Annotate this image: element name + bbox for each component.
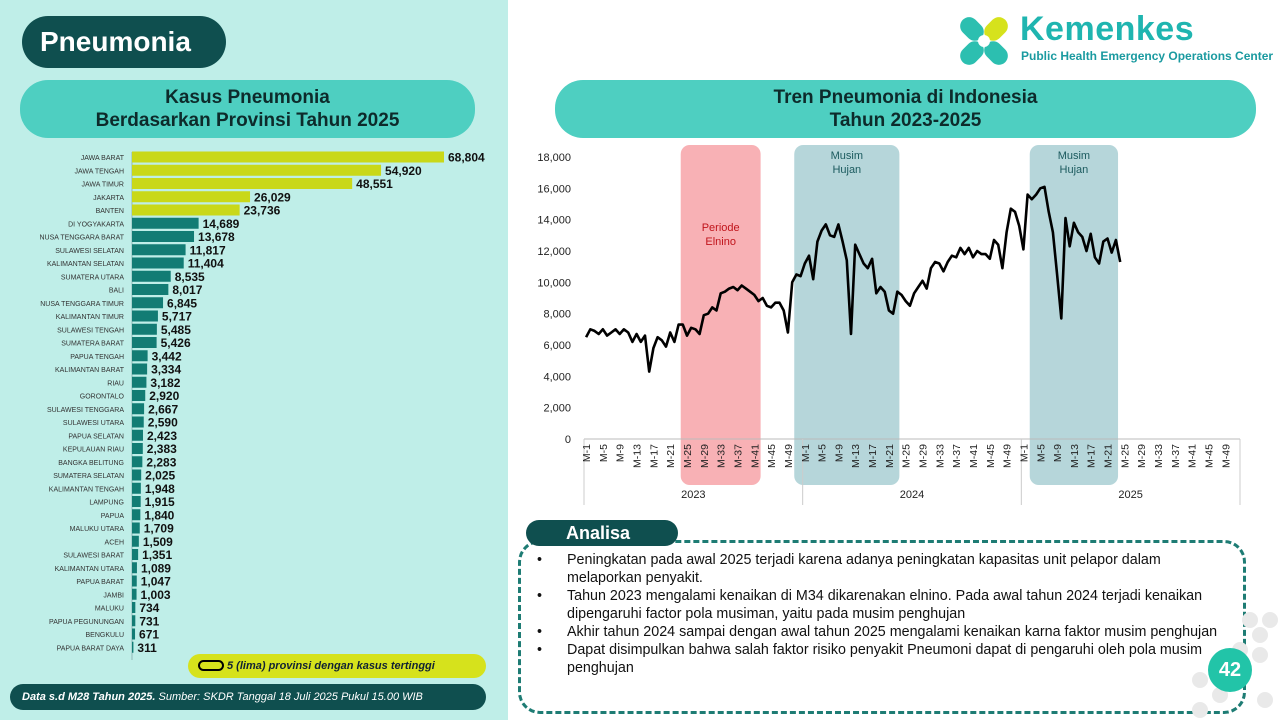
province-label: JAKARTA	[93, 194, 124, 202]
bar-value-label: 11,817	[189, 243, 226, 258]
x-tick-label: M-17	[648, 444, 661, 468]
top5-legend	[188, 654, 486, 678]
province-label: BALI	[108, 287, 124, 295]
x-tick-label: M-21	[1102, 444, 1115, 468]
province-bar	[132, 417, 144, 428]
province-label: SULAWESI TENGAH	[57, 327, 124, 335]
x-tick-label: M-37	[732, 444, 745, 468]
x-tick-label: M-45	[1203, 444, 1216, 468]
x-tick-label: M-29	[698, 444, 711, 468]
bar-value-label: 48,551	[356, 177, 393, 191]
x-tick-label: M-41	[749, 444, 762, 468]
bar-value-label: 2,667	[148, 402, 179, 417]
province-bar	[132, 470, 141, 481]
x-tick-label: M-1	[581, 444, 594, 463]
annotation-band	[794, 145, 899, 485]
province-bar-chart	[0, 150, 508, 660]
footer-bold: Data s.d M28 Tahun 2025.	[22, 691, 156, 703]
x-tick-label: M-49	[782, 444, 795, 468]
x-tick-label: M-41	[1186, 444, 1199, 468]
province-label: JAWA BARAT	[80, 155, 124, 162]
logo-subtitle: Public Health Emergency Operations Center	[1021, 49, 1274, 63]
y-tick-label: 12,000	[537, 246, 571, 258]
x-year-label: 2024	[899, 489, 925, 501]
x-tick-label: M-17	[1085, 444, 1098, 468]
x-tick-label: M-25	[682, 444, 695, 468]
bar-value-label: 671	[139, 627, 160, 642]
province-label: KALIMANTAN TENGAH	[48, 486, 124, 494]
province-label: PAPUA BARAT	[76, 579, 124, 586]
bar-value-label: 23,736	[243, 203, 281, 218]
x-tick-label: M-5	[1035, 444, 1048, 463]
bar-chart-title-line1: Kasus Pneumonia	[165, 87, 330, 108]
province-label: SUMATERA SELATAN	[53, 473, 124, 480]
province-label: PAPUA SELATAN	[68, 433, 124, 441]
bar-value-label: 68,804	[448, 150, 485, 165]
x-tick-label: M-13	[631, 444, 644, 468]
x-tick-label: M-21	[665, 444, 678, 468]
bar-value-label: 3,182	[150, 375, 181, 390]
province-bar	[132, 178, 352, 189]
y-tick-label: 10,000	[537, 277, 571, 290]
analysis-label: Analisa	[526, 520, 678, 546]
source-footer	[10, 684, 486, 710]
analysis-item: • Tahun 2023 mengalami kenaikan di M34 dikarenakan elnino. Pada awal tahun 2024 terjadi kenaikan dipengaruhi factor pola musiman, yaitu pada musim penghujan	[537, 588, 1203, 622]
province-label: NUSA TENGGARA TIMUR	[40, 300, 124, 308]
bar-value-label: 2,283	[146, 455, 177, 470]
bar-value-label: 311	[137, 640, 157, 655]
province-bar	[132, 642, 133, 653]
province-label: KEPULAUAN RIAU	[62, 446, 124, 454]
province-bar	[132, 284, 168, 295]
x-tick-label: M-49	[1001, 444, 1014, 468]
province-bar	[132, 191, 250, 202]
bar-value-label: 1,709	[143, 521, 174, 536]
province-label: SUMATERA BARAT	[61, 340, 124, 348]
x-tick-label: M-29	[1136, 444, 1149, 468]
province-bar	[132, 165, 381, 176]
analysis-item-text: Peningkatan pada awal 2025 terjadi karena adanya peningkatan kapasitas unit pelapor dalam melaporkan penyakit.	[567, 552, 1161, 586]
bar-value-label: 2,383	[146, 442, 177, 456]
bar-value-label: 2,590	[147, 415, 178, 430]
province-label: SULAWESI TENGGARA	[46, 406, 124, 414]
x-tick-label: M-33	[934, 444, 947, 468]
province-bar	[132, 231, 194, 242]
y-tick-label: 4,000	[543, 371, 571, 384]
x-tick-label: M-1	[1018, 444, 1031, 463]
bar-value-label: 2,423	[146, 428, 178, 443]
bar-value-label: 2,025	[145, 468, 176, 483]
province-bar	[132, 562, 137, 573]
bar-value-label: 5,426	[160, 336, 191, 350]
analysis-item-text: Akhir tahun 2024 sampai dengan awal tahun 2025 mengalami kenaikan karna faktor musim penghujan	[567, 624, 1218, 640]
province-label: JAWA TIMUR	[81, 181, 124, 189]
line-chart-title-line1: Tren Pneumonia di Indonesia	[773, 87, 1038, 108]
bar-value-label: 1,003	[140, 587, 171, 602]
province-bar	[132, 483, 141, 494]
bar-value-label: 1,915	[144, 495, 175, 509]
bar-value-label: 3,442	[151, 349, 182, 364]
province-bar	[132, 602, 135, 613]
bar-value-label: 5,485	[160, 322, 191, 337]
province-bar	[132, 629, 135, 640]
x-tick-label: M-5	[816, 444, 829, 463]
bar-value-label: 13,678	[198, 230, 235, 244]
x-tick-label: M-41	[967, 444, 980, 468]
province-bar	[132, 244, 186, 255]
y-tick-label: 6,000	[543, 340, 571, 352]
footer-source: Sumber: SKDR Tanggal 18 Juli 2025 Pukul 15.00 WIB	[155, 691, 423, 703]
province-label: LAMPUNG	[89, 499, 124, 507]
annotation-label: Periode	[701, 222, 740, 234]
analysis-item: • Dapat disimpulkan bahwa salah faktor risiko penyakit Pneumoni dapat di pengaruhi oleh pola musim penghujan	[537, 642, 1202, 676]
province-bar	[132, 377, 146, 388]
province-bar	[132, 152, 444, 163]
trend-line-chart	[520, 140, 1260, 510]
y-tick-label: 0	[564, 434, 571, 446]
province-bar	[132, 205, 240, 216]
province-bar	[132, 258, 184, 269]
province-label: PAPUA TENGAH	[70, 353, 124, 361]
line-chart-title-box	[555, 80, 1256, 138]
annotation-label: Elnino	[705, 236, 736, 248]
province-bar	[132, 390, 145, 401]
x-year-label: 2025	[1118, 489, 1143, 501]
analysis-item: • Peningkatan pada awal 2025 terjadi karena adanya peningkatan kapasitas unit pelapor dalam melaporkan penyakit.	[537, 552, 1161, 586]
province-bar	[132, 549, 138, 560]
x-tick-label: M-9	[1052, 444, 1065, 463]
bar-chart-title-box	[20, 80, 475, 138]
bar-value-label: 1,089	[140, 561, 171, 576]
page-number-badge: 42	[1208, 648, 1252, 692]
x-tick-label: M-25	[900, 444, 913, 468]
province-label: KALIMANTAN BARAT	[55, 367, 124, 374]
province-label: BANGKA BELITUNG	[58, 459, 124, 467]
province-bar	[132, 523, 140, 534]
bar-value-label: 731	[139, 614, 160, 629]
annotation-band	[1030, 145, 1118, 485]
province-label: PAPUA BARAT DAYA	[56, 645, 124, 653]
province-label: KALIMANTAN UTARA	[54, 565, 124, 573]
bar-chart-title-line2: Berdasarkan Provinsi Tahun 2025	[95, 110, 400, 131]
x-tick-label: M-9	[833, 444, 846, 463]
line-chart-title-line2: Tahun 2023-2025	[829, 110, 982, 131]
province-bar	[132, 536, 139, 547]
province-bar	[132, 615, 135, 626]
province-bar	[132, 443, 143, 454]
bar-value-label: 1,351	[142, 548, 173, 562]
province-label: MALUKU UTARA	[69, 526, 124, 533]
annotation-band	[681, 145, 761, 485]
bar-value-label: 11,404	[187, 256, 224, 271]
bar-value-label: 5,717	[161, 309, 192, 324]
province-label: SUMATERA UTARA	[60, 274, 124, 282]
bar-value-label: 6,845	[167, 296, 198, 311]
province-bar	[132, 337, 157, 348]
x-tick-label: M-37	[1169, 444, 1182, 468]
y-tick-label: 14,000	[537, 214, 571, 227]
province-bar	[132, 430, 143, 441]
kemenkes-logo-icon	[952, 8, 1016, 74]
analysis-item-text: Dapat disimpulkan bahwa salah faktor risiko penyakit Pneumoni dapat di pengaruhi oleh pola musim penghujan	[567, 642, 1202, 676]
province-bar	[132, 218, 199, 229]
bar-value-label: 1,509	[142, 534, 173, 549]
province-label: DI YOGYAKARTA	[68, 221, 124, 229]
province-bar	[132, 311, 158, 322]
province-label: KALIMANTAN TIMUR	[55, 314, 124, 321]
logo-name: Kemenkes	[1020, 10, 1195, 48]
x-tick-label: M-45	[766, 444, 779, 468]
x-tick-label: M-17	[867, 444, 880, 468]
province-bar	[132, 403, 144, 414]
province-bar	[132, 496, 141, 507]
x-year-label: 2023	[681, 489, 706, 501]
legend-key-icon	[198, 660, 224, 671]
province-label: MALUKU	[94, 605, 124, 613]
province-bar	[132, 576, 137, 587]
analysis-item-text: Tahun 2023 mengalami kenaikan di M34 dikarenakan elnino. Pada awal tahun 2024 terjadi kenaikan dipengaruhi factor pola musiman, yaitu pada musim penghujan	[567, 588, 1203, 622]
province-label: KALIMANTAN SELATAN	[46, 261, 124, 268]
province-label: SULAWESI SELATAN	[55, 247, 124, 255]
bar-value-label: 14,689	[202, 216, 240, 231]
province-label: JAMBI	[103, 592, 124, 600]
bar-value-label: 54,920	[385, 163, 422, 178]
x-tick-label: M-21	[883, 444, 896, 468]
province-label: JAWA TENGAH	[74, 168, 124, 176]
x-tick-label: M-29	[917, 444, 930, 468]
province-label: GORONTALO	[79, 393, 124, 401]
province-label: SULAWESI BARAT	[63, 552, 124, 560]
province-bar	[132, 350, 148, 361]
province-label: PAPUA PEGUNUNGAN	[49, 618, 124, 626]
legend-text: 5 (lima) provinsi dengan kasus tertinggi	[227, 660, 435, 672]
bar-value-label: 1,948	[144, 481, 175, 496]
bar-value-label: 1,047	[140, 574, 171, 589]
x-tick-label: M-33	[715, 444, 728, 468]
x-tick-label: M-13	[1068, 444, 1081, 468]
province-bar	[132, 324, 157, 335]
analysis-item: • Akhir tahun 2024 sampai dengan awal tahun 2025 mengalami kenaikan karna faktor musim penghujan	[537, 624, 1218, 640]
province-label: ACEH	[104, 539, 124, 547]
x-tick-label: M-37	[951, 444, 964, 468]
x-tick-label: M-13	[850, 444, 863, 468]
x-tick-label: M-9	[614, 444, 627, 463]
bar-value-label: 1,840	[144, 508, 175, 523]
x-tick-label: M-49	[1220, 444, 1233, 468]
bar-value-label: 3,334	[151, 362, 182, 377]
x-tick-label: M-25	[1119, 444, 1132, 468]
kemenkes-logo	[952, 8, 1272, 76]
province-label: PAPUA	[100, 512, 124, 520]
province-label: RIAU	[107, 380, 124, 388]
bar-value-label: 26,029	[254, 190, 291, 205]
y-tick-label: 16,000	[537, 183, 571, 196]
annotation-label: Musim	[830, 150, 864, 162]
y-tick-label: 18,000	[537, 152, 571, 164]
bar-value-label: 8,535	[174, 269, 205, 284]
province-bar	[132, 509, 140, 520]
bar-value-label: 2,920	[149, 389, 180, 403]
province-bar	[132, 271, 171, 282]
province-label: SULAWESI UTARA	[62, 420, 124, 427]
province-bar	[132, 297, 163, 308]
x-tick-label: M-45	[984, 444, 997, 468]
province-label: BENGKULU	[85, 632, 124, 639]
bar-value-label: 734	[139, 601, 160, 615]
analysis-list	[533, 551, 1223, 677]
x-tick-label: M-5	[597, 444, 610, 463]
province-bar	[132, 364, 147, 375]
bar-value-label: 8,017	[172, 283, 203, 297]
province-bar	[132, 589, 137, 600]
annotation-label: Musim	[1057, 150, 1091, 162]
province-label: NUSA TENGGARA BARAT	[39, 234, 124, 242]
province-label: BANTEN	[95, 208, 124, 215]
annotation-label: Hujan	[1059, 164, 1089, 176]
annotation-label: Hujan	[832, 164, 862, 176]
page-title: Pneumonia	[22, 16, 226, 68]
x-tick-label: M-33	[1153, 444, 1165, 468]
province-bar	[132, 456, 142, 467]
y-tick-label: 8,000	[543, 308, 571, 321]
x-tick-label: M-1	[799, 444, 812, 463]
y-tick-label: 2,000	[543, 402, 571, 415]
